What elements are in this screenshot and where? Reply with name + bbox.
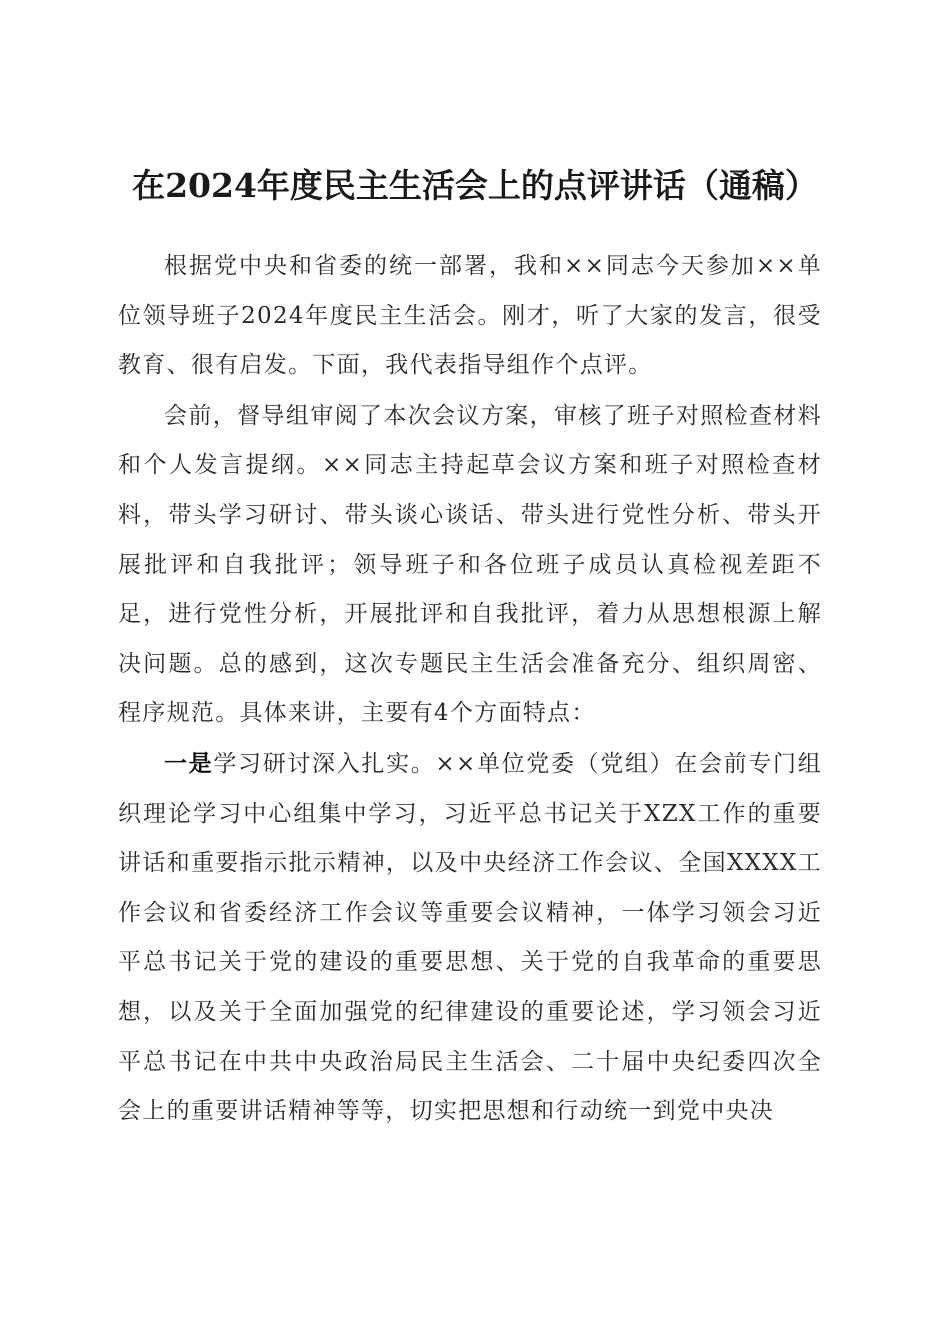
document-title: 在2024年度民主生活会上的点评讲话（通稿） <box>132 166 818 205</box>
paragraph-intro <box>118 241 822 391</box>
paragraph-point-one <box>118 739 822 1137</box>
paragraph-overview <box>118 391 822 739</box>
paragraph-lead: 一是 <box>164 749 214 777</box>
document-body <box>118 241 822 1137</box>
paragraph-text: 根据党中央和省委的统一部署，我和××同志今天参加××单位领导班子2024年度民主生活会。刚才，听了大家的发言，很受教育、很有启发。下面，我代表指导组作个点评。 <box>118 253 822 379</box>
paragraph-text: 学习研讨深入扎实。××单位党委（党组）在会前专门组织理论学习中心组集中学习，习近平总书记关于XZX工作的重要讲话和重要指示批示精神，以及中央经济工作会议、全国XXXX工作会议和省委经济工作会议等重要会议精神，一体学习领会习近平总书记关于党的建设的重要思想、关于党的自我革命的重要思想，以及关于全面加强党的纪律建设的重要论述，学习领会习近平总书记在中共中央政治局民主生活会、二十届中央纪委四次全会上的重要讲话精神等等，切实把思想和行动统一到党中央决 <box>118 750 822 1125</box>
paragraph-text: 会前，督导组审阅了本次会议方案，审核了班子对照检查材料和个人发言提纲。××同志主持起草会议方案和班子对照检查材料，带头学习研讨、带头谈心谈话、带头进行党性分析、带头开展批评和自我批评；领导班子和各位班子成员认真检视差距不足，进行党性分析，开展批评和自我批评，着力从思想根源上解决问题。总的感到，这次专题民主生活会准备充分、组织周密、程序规范。具体来讲，主要有4个方面特点： <box>118 402 822 727</box>
